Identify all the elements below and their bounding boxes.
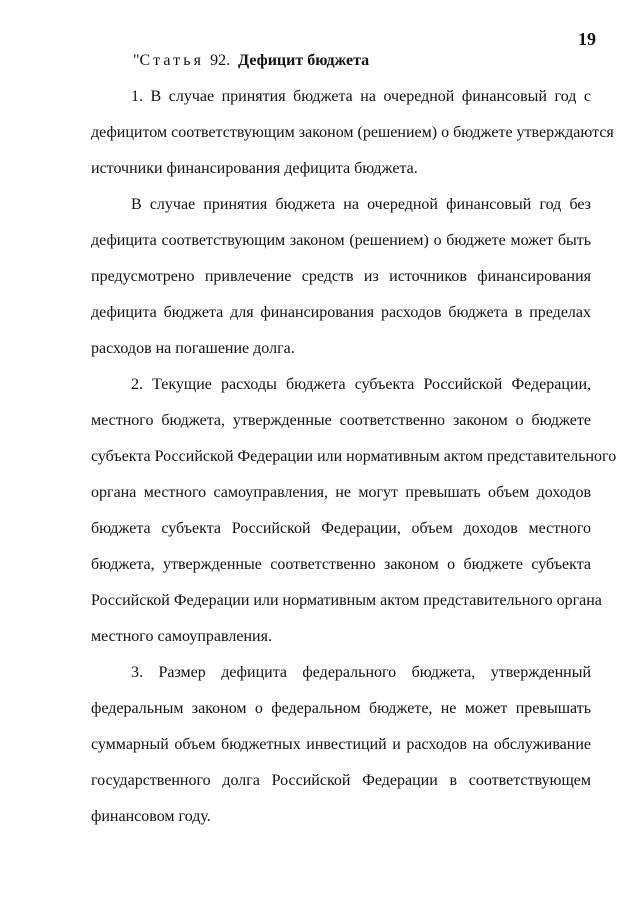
- opening-quote: ": [133, 52, 140, 69]
- paragraph-1-line-1: 1. В случае принятия бюджета на очередной финансовый год с: [131, 88, 591, 105]
- paragraph-2-line-2: дефицита соответствующим законом (решением) о бюджете может быть: [91, 232, 591, 249]
- article-title: Дефицит бюджета: [238, 52, 370, 69]
- paragraph-3-line-6: бюджета, утвержденные соответственно законом о бюджете субъекта: [91, 556, 591, 573]
- paragraph-4-line-2: федеральным законом о федеральном бюджете, не может превышать: [91, 700, 591, 717]
- paragraph-3-line-4: органа местного самоуправления, не могут превышать объем доходов: [91, 484, 591, 501]
- paragraph-3-line-2: местного бюджета, утвержденные соответственно законом о бюджете: [91, 412, 591, 429]
- paragraph-3-line-3: субъекта Российской Федерации или нормативным актом представительного: [91, 448, 617, 465]
- paragraph-4-line-5: финансовом году.: [91, 808, 211, 825]
- paragraph-4-line-4: государственного долга Российской Федерации в соответствующем: [91, 772, 591, 789]
- paragraph-2-line-5: расходов на погашение долга.: [91, 340, 295, 357]
- paragraph-3-line-1: 2. Текущие расходы бюджета субъекта Российской Федерации,: [131, 376, 591, 393]
- paragraph-4-line-1: 3. Размер дефицита федерального бюджета, утвержденный: [131, 664, 591, 681]
- paragraph-4-line-3: суммарный объем бюджетных инвестиций и расходов на обслуживание: [91, 736, 591, 753]
- paragraph-2-line-1: В случае принятия бюджета на очередной финансовый год без: [131, 196, 591, 213]
- article-heading: [133, 52, 369, 70]
- article-label: Статья: [139, 52, 205, 69]
- paragraph-3-line-8: местного самоуправления.: [91, 628, 272, 645]
- paragraph-2-line-3: предусмотрено привлечение средств из источников финансирования: [91, 268, 591, 285]
- paragraph-1-line-2: дефицитом соответствующим законом (решением) о бюджете утверждаются: [91, 124, 614, 141]
- paragraph-1-line-3: источники финансирования дефицита бюджета.: [91, 160, 418, 177]
- page-number: 19: [578, 29, 596, 49]
- article-number: 92.: [210, 52, 231, 69]
- paragraph-2-line-4: дефицита бюджета для финансирования расходов бюджета в пределах: [91, 304, 591, 321]
- paragraph-3-line-7: Российской Федерации или нормативным актом представительного органа: [91, 592, 602, 609]
- paragraph-3-line-5: бюджета субъекта Российской Федерации, объем доходов местного: [91, 520, 591, 537]
